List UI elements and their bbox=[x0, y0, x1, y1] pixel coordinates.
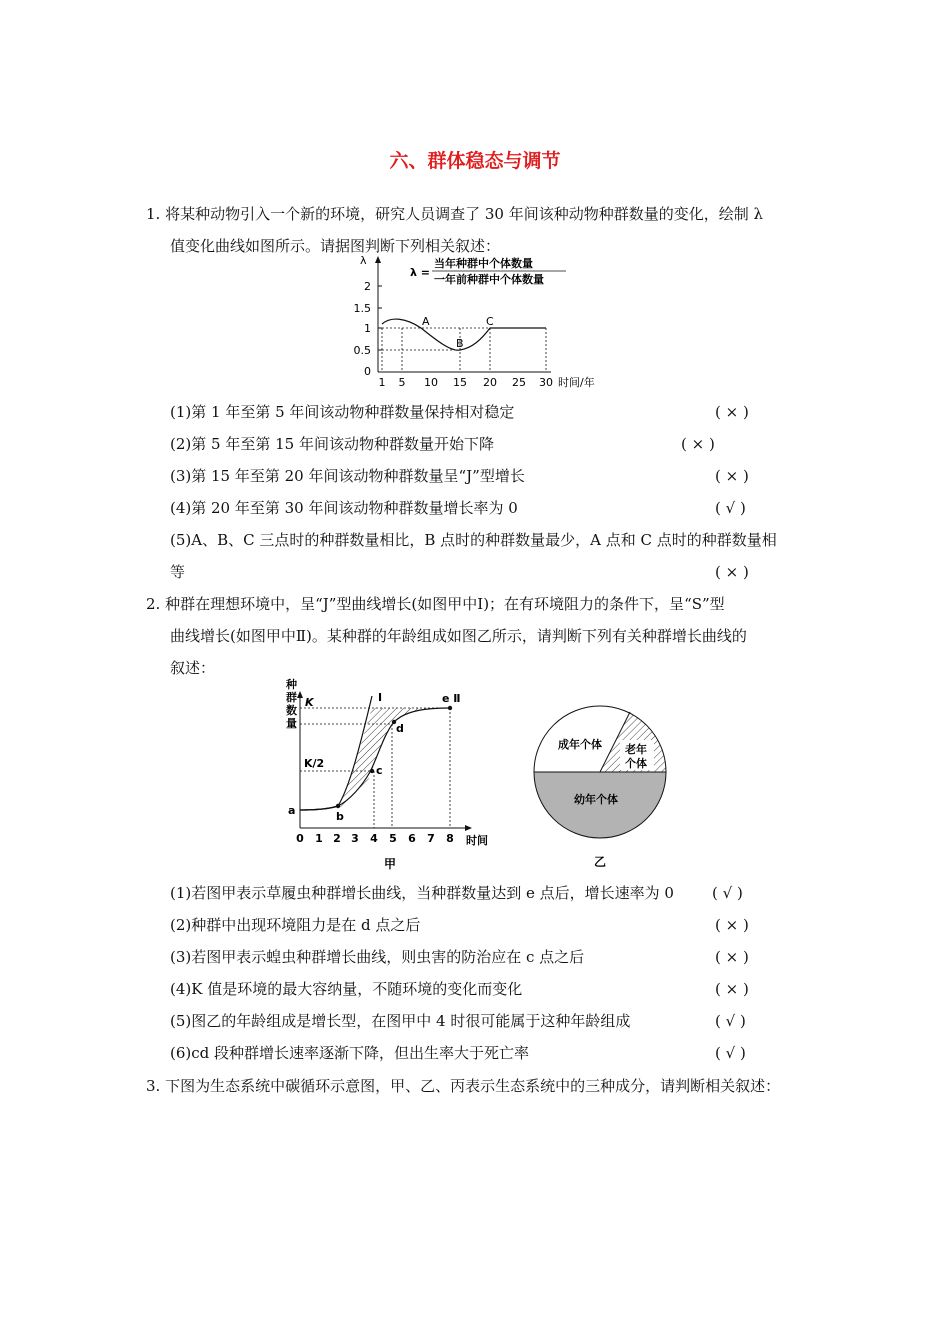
formula-numerator: 当年种群中个体数量 bbox=[434, 257, 533, 270]
q2-item-5: (5)图乙的年龄组成是增长型，在图甲中 4 时很可能属于这种年龄组成 bbox=[170, 1012, 631, 1030]
point-label-A: A bbox=[422, 315, 430, 328]
growth-curve-chart bbox=[280, 676, 500, 872]
page-title: 六、群体稳态与调节 bbox=[389, 150, 561, 172]
adult-label: 成年个体 bbox=[558, 738, 602, 751]
q2-mark-6: ( √ ) bbox=[715, 1044, 746, 1062]
q1-mark-4: ( √ ) bbox=[715, 499, 746, 517]
x0: 0 bbox=[296, 832, 304, 845]
caption-yi: 乙 bbox=[593, 855, 607, 869]
q2-mark-4: ( × ) bbox=[715, 980, 749, 998]
q2-mark-5: ( √ ) bbox=[715, 1012, 746, 1030]
K-half-label: K/2 bbox=[304, 757, 325, 770]
q2-item-2: (2)种群中出现环境阻力是在 d 点之后 bbox=[170, 916, 421, 934]
ylabel-char-4: 量 bbox=[286, 717, 297, 730]
lambda-axis-label: λ bbox=[360, 254, 367, 267]
point-d: d bbox=[396, 722, 404, 735]
x1: 1 bbox=[315, 832, 323, 845]
ylabel-char-3: 数 bbox=[286, 704, 297, 717]
ytick-2: 2 bbox=[364, 280, 371, 293]
curve-II-label: e Ⅱ bbox=[442, 692, 461, 705]
time-axis-label: 时间 bbox=[466, 834, 488, 847]
q1-item-1: (1)第 1 年至第 5 年间该动物种群数量保持相对稳定 bbox=[170, 403, 515, 421]
point-label-C: C bbox=[486, 315, 494, 328]
q1-item-5-cont: 等 bbox=[170, 563, 186, 581]
xtick-20: 20 bbox=[483, 376, 497, 389]
xtick-15: 15 bbox=[453, 376, 467, 389]
q1-mark-2: ( × ) bbox=[681, 435, 715, 453]
q2-item-1: (1)若图甲表示草履虫种群增长曲线，当种群数量达到 e 点后，增长速率为 0 bbox=[170, 884, 674, 902]
q2-item-4: (4)K 值是环境的最大容纳量，不随环境的变化而变化 bbox=[170, 980, 523, 998]
x8: 8 bbox=[446, 832, 454, 845]
q2-line2: 曲线增长(如图甲中Ⅱ)。某种群的年龄组成如图乙所示，请判断下列有关种群增长曲线的 bbox=[170, 627, 747, 645]
q1-item-2: (2)第 5 年至第 15 年间该动物种群数量开始下降 bbox=[170, 435, 494, 453]
q1-line2: 值变化曲线如图所示。请据图判断下列相关叙述： bbox=[170, 237, 501, 255]
x7: 7 bbox=[427, 832, 435, 845]
point-c: c bbox=[376, 764, 383, 777]
q2-line3: 叙述： bbox=[170, 659, 216, 677]
x3: 3 bbox=[351, 832, 359, 845]
caption-jia: 甲 bbox=[383, 857, 397, 871]
q3-line1: 3. 下图为生态系统中碳循环示意图，甲、乙、丙表示生态系统中的三种成分，请判断相关叙述： bbox=[146, 1077, 781, 1095]
old-label-2: 个体 bbox=[625, 757, 647, 770]
old-label-1: 老年 bbox=[625, 743, 647, 756]
q2-mark-3: ( × ) bbox=[715, 948, 749, 966]
x6: 6 bbox=[408, 832, 416, 845]
lambda-x-axis-label: 时间/年 bbox=[558, 376, 595, 389]
formula-denominator: 一年前种群中个体数量 bbox=[434, 273, 544, 286]
lambda-chart bbox=[336, 252, 606, 392]
point-b: b bbox=[336, 810, 344, 823]
q2-item-3: (3)若图甲表示蝗虫种群增长曲线，则虫害的防治应在 c 点之后 bbox=[170, 948, 585, 966]
ytick-0: 0 bbox=[364, 365, 371, 378]
x5: 5 bbox=[389, 832, 397, 845]
q2-mark-2: ( × ) bbox=[715, 916, 749, 934]
q1-item-4: (4)第 20 年至第 30 年间该动物种群数量增长率为 0 bbox=[170, 499, 518, 517]
q2-item-6: (6)cd 段种群增长速率逐渐下降，但出生率大于死亡率 bbox=[170, 1044, 530, 1062]
q1-item-3: (3)第 15 年至第 20 年间该动物种群数量呈“J”型增长 bbox=[170, 467, 525, 485]
q2-mark-1: ( √ ) bbox=[712, 884, 743, 902]
xtick-30: 30 bbox=[539, 376, 553, 389]
point-label-B: B bbox=[456, 337, 464, 350]
ylabel-char-1: 种 bbox=[286, 678, 297, 691]
ytick-0.5: 0.5 bbox=[353, 344, 371, 357]
x2: 2 bbox=[333, 832, 341, 845]
xtick-5: 5 bbox=[398, 376, 406, 389]
lambda-curve bbox=[382, 319, 546, 350]
q1-mark-3: ( × ) bbox=[715, 467, 749, 485]
young-label: 幼年个体 bbox=[574, 793, 618, 806]
ytick-1: 1 bbox=[364, 322, 371, 335]
q1-mark-1: ( × ) bbox=[715, 403, 749, 421]
xtick-10: 10 bbox=[424, 376, 438, 389]
formula-lhs: λ = bbox=[410, 266, 431, 279]
ytick-1.5: 1.5 bbox=[353, 302, 371, 315]
xtick-1: 1 bbox=[378, 376, 386, 389]
age-structure-pie bbox=[528, 700, 672, 872]
q2-line1: 2. 种群在理想环境中，呈“J”型曲线增长(如图甲中Ⅰ)；在有环境阻力的条件下，呈“S”型 bbox=[146, 595, 725, 613]
curve-I-label: Ⅰ bbox=[378, 691, 383, 704]
x4: 4 bbox=[370, 832, 378, 845]
q1-line1: 1. 将某种动物引入一个新的环境，研究人员调查了 30 年间该种动物种群数量的变化，绘制 λ bbox=[146, 205, 763, 223]
xtick-25: 25 bbox=[512, 376, 526, 389]
ylabel-char-2: 群 bbox=[286, 691, 297, 704]
K-label: K bbox=[305, 696, 314, 709]
q1-mark-5: ( × ) bbox=[715, 563, 749, 581]
q1-item-5: (5)A、B、C 三点时的种群数量相比，B 点时的种群数量最少，A 点和 C 点时的种群数量相 bbox=[170, 531, 777, 549]
point-a: a bbox=[288, 804, 296, 817]
